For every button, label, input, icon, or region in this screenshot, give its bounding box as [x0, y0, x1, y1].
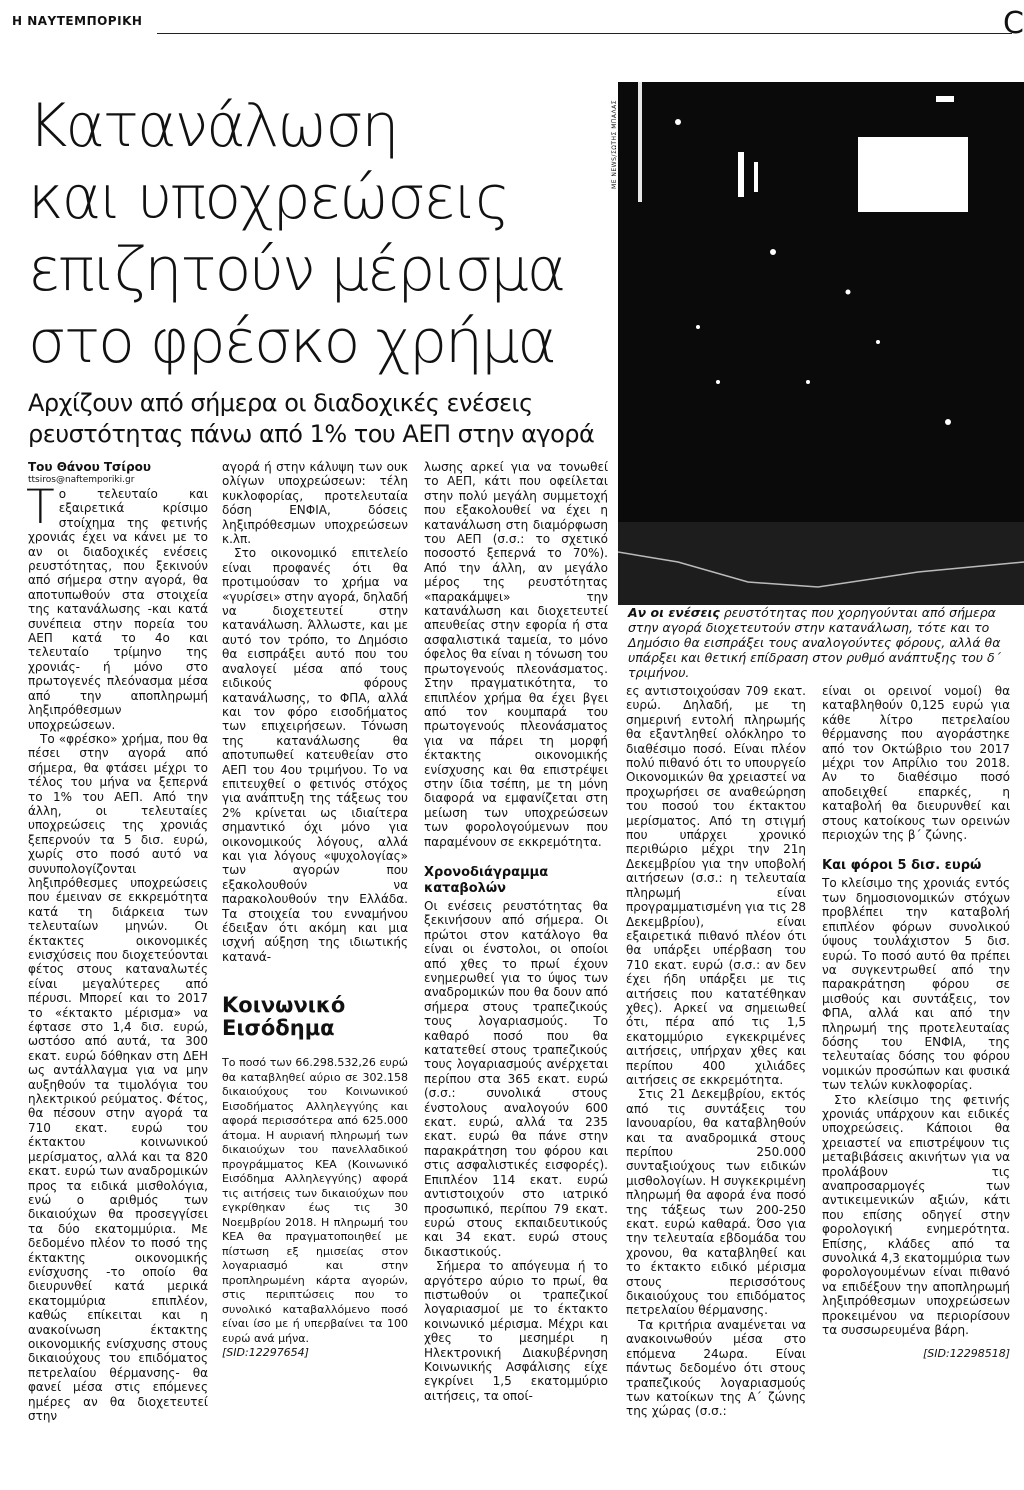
section-heading: Και φόροι 5 δισ. ευρώ [822, 858, 982, 874]
paragraph: αγορά ή στην κάλυψη των ουκ ολίγων υποχρεώσεων: τέλη κυκλοφορίας, προτελευταία δόση ΕΝΦΙΑ, δόσεις ληξιπρόθεσμων υποχρεώσεων κ.λπ. [222, 460, 408, 547]
paragraph: Οι ενέσεις ρευστότητας θα ξεκινήσουν από σήμερα. Οι πρώτοι στον κατάλογο θα είναι οι ένστολοι, οι οποίοι από χθες το πρωί έχουν ενημερωθεί για το ύψος των αναδρομικών που θα δουν από σήμερα στους τραπεζικούς τους λογαριασμούς. Το καθαρό ποσό που θα κατατεθεί στους τραπεζικούς τους λογαριασμούς ανέρχεται περίπου στα 365 εκατ. ευρώ (σ.σ.: συνολικά στους ένστολους αναλογούν 600 εκατ. ευρώ, αλλά τα 235 εκατ. ευρώ θα πάνε στην παρακράτηση του φόρου και στις ασφαλιστικές εισφορές). Επιπλέον 114 εκατ. ευρώ αντιστοιχούν στο ιατρικό προσωπικό, περίπου 79 εκατ. ευρώ στους εκπαιδευτικούς και 34 εκατ. ευρώ στους δικαστικούς. [424, 898, 608, 1259]
box-text: Το ποσό των 66.298.532,26 ευρώ θα καταβληθεί αύριο σε 302.158 δικαιούχους του Κοινωνικού Εισοδήματος Αλληλεγγύης και αφορά περισσότερα από 625.000 άτομα. Η αυριανή πληρωμή των δικαιούχων του πανελλαδικού προγράμματος ΚΕΑ (Κοινωνικό Εισόδημα Αλληλεγγύης) αφορά τις αιτήσεις των δικαιούχων που εγκρίθηκαν έως τις 30 Νοεμβρίου 2018. Η πληρωμή του ΚΕΑ θα πραγματοποιηθεί με πίστωση εξ ημισείας στον λογαριασμό και στην προπληρωμένη κάρτα αγορών, στις περιπτώσεις που το συνολικό καταβαλλόμενο ποσό είναι ίσο με ή υπερβαίνει τα 100 ευρώ ανά μήνα. [222, 1056, 408, 1345]
paragraph: Το «φρέσκο» χρήμα, που θα πέσει στην αγορά από σήμερα, θα φτάσει μέχρι το τέλος του μήνα να ξεπερνά το 1% του ΑΕΠ. Από την άλλη, οι τελευταίες υποχρεώσεις της χρονιάς ξεπερνούν τα 5 δισ. ευρώ, χωρίς στο ποσό αυτό να συνυπολογίζονται ληξιπρόθεσμες υποχρεώσεις που έμειναν σε εκκρεμότητα κατά τη διάρκεια των τελευταίων μηνών. Οι έκτακτες οικονομικές ενισχύσεις που διοχετεύονται φέτος στους καταναλωτές είναι μεγαλύτερες από πέρυσι. Μπορεί και το 2017 το «έκτακτο μέρισμα» να έφτασε στο 1,4 δισ. ευρώ, ωστόσο από αυτά, τα 300 εκατ. ευρώ δόθηκαν στη ΔΕΗ ως αντάλλαγμα για να μην αυξηθούν τα τιμολόγια του ηλεκτρικού ρεύματος. Φέτος, θα πέσουν στην αγορά τα 710 εκατ. ευρώ του έκτακτου κοινωνικού μερίσματος, αλλά και τα 820 εκατ. ευρώ των αναδρομικών προς τα ειδικά μισθολόγια, ενώ ο αριθμός των δικαιούχων θα προσεγγίσει τα δύο εκατομμύρια. Με δεδομένο πλέον το ποσό της έκτακτης οικονομικής ενίσχυσης -το οποίο θα διευρυνθεί κατά μερικά εκατομμύρια επιπλέον, καθώς επίκειται και η ανακοίνωση έκτακτης οικονομικής ενίσχυσης στους δικαιούχους του επιδόματος πετρελαίου θέρμανσης- θα φανεί μέσα στις επόμενες ημέρες αν θα διοχετευτεί στην [28, 731, 208, 1423]
caption-text: ρευστότητας που χορηγούνται από σήμερα στην αγορά διοχετευτούν στην κατανάλωση, τότε και το Δημόσιο θα εισπράξει τους αναλογούντες φόρους, αλλά θα υπάρξει και θετική επίδραση στον ρυθμό ανάπτυξης του δ΄ τριμήνου. [628, 605, 1001, 680]
article-column-1 [28, 460, 208, 1423]
paragraph: λωσης αρκεί για να τονωθεί το ΑΕΠ, κάτι που οφείλεται στην πολύ μεγάλη συμμετοχή που εξακολουθεί να έχει η κατανάλωση στη διαμόρφωση του ΑΕΠ (σ.σ.: το σχετικό ποσοστό ξεπερνά το 70%). Από την άλλη, αν μεγάλο μέρος της ρευστότητας «παρακάμψει» την κατανάλωση και διοχετευτεί απευθείας στην εφορία ή στα ασφαλιστικά ταμεία, το μόνο όφελος θα είναι η τόνωση του πρωτογενούς πλεονάσματος. Στην πραγματικότητα, το επιπλέον χρήμα θα έχει βγει από τον κουμπαρά του πρωτογενούς πλεονάσματος για να πάρει τη μορφή έκτακτης οικονομικής ενίσχυσης και θα επιστρέψει στην ίδια τσέπη, με τη μόνη διαφορά να εμφανίζεται στη μείωση των υποχρεώσεων των φορολογούμενων που παραμένουν σε εκκρεμότητα. [424, 460, 608, 849]
photo-caption [628, 605, 1018, 680]
article-column-3 [424, 460, 608, 1403]
article-subtitle [28, 388, 608, 450]
caption-lead: Αν οι ενέσεις [628, 605, 720, 620]
lead-paragraph: Το τελευταίο και εξαιρετικά κρίσιμο στοίχημα της φετινής χρονιάς έχει να κάνει με το αν οι διαδοχικές ενέσεις ρευστότητας, που ξεκινούν από σήμερα στην αγορά, θα αποτυπωθούν στα στοιχεία της κατανάλωσης -και κατά συνέπεια στην πορεία του ΑΕΠ κατά το 4ο και τελευταίο τρίμηνο της χρονιάς- ή μόνο στο πρωτογενές πλεόνασμα μέσα από την αποπληρωμή ληξιπρόθεσμων υποχρεώσεων. [26, 480, 208, 732]
paragraph: είναι οι ορεινοί νομοί) θα καταβληθούν 0,125 ευρώ για κάθε λίτρο πετρελαίου θέρμανσης που αγοράστηκε από τον Οκτώβριο του 2017 μέχρι τον Απρίλιο του 2018. Αν το διαθέσιμο ποσό αποδειχθεί επαρκές, η καταβολή θα διευρυνθεί και στους κατοίκους των ορεινών περιοχών της β΄ ζώνης. [822, 684, 1010, 843]
subtitle-line: ρευστότητας πάνω από 1% του ΑΕΠ στην αγορά [28, 420, 595, 448]
paragraph: Τα κριτήρια αναμένεται να ανακοινωθούν μέσα στο επόμενα 24ωρα. Είναι πάντως δεδομένο ότι στους τραπεζικούς λογαριασμούς των κατοίκων της Α΄ ζώνης της χώρας (σ.σ.: [626, 1317, 806, 1419]
paragraph: Το κλείσιμο της χρονιάς εντός των δημοσιονομικών στόχων προβλέπει την καταβολή επιπλέον φόρων συνολικού ύψους τουλάχιστον 5 δισ. ευρώ. Το ποσό αυτό θα πρέπει να συγκεντρωθεί από την παρακράτηση φόρου σε μισθούς και συντάξεις, τον ΦΠΑ, αλλά και από την πληρωμή της προτελευταίας δόσης του ΕΝΦΙΑ, της τελευταίας δόσης του φόρου νομικών προσώπων και φυσικά των τελών κυκλοφορίας. [822, 876, 1010, 1093]
page-header [12, 6, 1024, 41]
box-sid: [SID:12297654] [222, 1346, 309, 1360]
page-letter: C [1003, 6, 1024, 41]
subtitle-line: Αρχίζουν από σήμερα οι διαδοχικές ενέσεις [28, 389, 533, 417]
paragraph: Στο οικονομικό επιτελείο είναι προφανές ότι θα προτιμούσαν το χρήμα να «γυρίσει» στην αγορά, δηλαδή να διοχετευτεί στην κατανάλωση. Άλλωστε, και με αυτό τον τρόπο, το Δημόσιο θα εισπράξει αυτό που του αναλογεί μέσα από τους ειδικούς φόρους κατανάλωσης, το ΦΠΑ, αλλά και τον φόρο εισοδήματος των επιχειρήσεων. Τόνωση της κατανάλωσης θα αποτυπωθεί κατευθείαν στο ΑΕΠ του 4ου τριμήνου. Το να επιτευχθεί ο φετινός στόχος για ανάπτυξη της τάξεως του 2% κρίνεται ως ιδιαίτερα σημαντικό όχι μόνο για οικονομικούς λόγους, αλλά και για λόγους «ψυχολογίας» των αγορών που εξακολουθούν να παρακολουθούν την Ελλάδα. Τα στοιχεία του ενναμήνου έδειξαν ότι ακόμη και μια ισχνή αύξηση της ιδιωτικής κατανά- [222, 546, 408, 964]
paragraph: Στις 21 Δεκεμβρίου, εκτός από τις συντάξεις του Ιανουαρίου, θα καταβληθούν και τα αναδρομικά στους περίπου 250.000 συνταξιούχους των ειδικών μισθολογίων. Η συγκεκριμένη πληρωμή θα αφορά ένα ποσό της τάξεως των 200-250 εκατ. ευρώ καθαρά. Όσο για την τελευταία εβδομάδα του χρονου, θα καταβληθεί και το έκτακτο ειδικό μέρισμα στους περισσότους δικαιούχους του επιδόματος πετρελαίου θέρμανσης. [626, 1087, 806, 1318]
paragraph: ες αντιστοιχούσαν 709 εκατ. ευρώ. Δηλαδή, με τη σημερινή εντολή πληρωμής θα εξαντληθεί ολόκληρο το διαθέσιμο ποσό. Είναι πλέον πολύ πιθανό ότι το υπουργείο Οικονομικών θα χρειαστεί να προχωρήσει σε αναθεώρηση του ποσού του έκτακτου μερίσματος. Από τη στιγμή που υπάρχει χρονικό περιθώριο μέχρι την 21η Δεκεμβρίου για την υποβολή αιτήσεων (σ.σ.: η τελευταία πληρωμή είναι προγραμματισμένη για τις 28 Δεκεμβρίου), είναι εξαιρετικά πιθανό πλέον ότι θα υπάρξει υπέρβαση του 710 εκατ. ευρώ (σ.σ.: αν δεν έχει ήδη υπάρξει με τις αιτήσεις που κατατέθηκαν χθες). Αρκεί να σημειωθεί ότι, πέρα από τις 1,5 εκατομμύριο εγκεκριμένες αιτήσεις, υπήρχαν χθες και περίπου 400 χιλιάδες αιτήσεις σε εκκρεμότητα. [626, 684, 806, 1087]
header-rule [157, 33, 1012, 34]
section-heading: Χρονοδιάγραμμα καταβολών [424, 864, 549, 896]
article-title [28, 90, 608, 378]
info-box [222, 994, 408, 1361]
photo-credit: ΜΕ NEWS/ΣΩΤΗΣ ΜΠΑΛΑΣ [611, 100, 618, 189]
newspaper-name: Η ΝΑΥΤΕΜΠΟΡΙΚΗ [12, 14, 143, 28]
title-line: και υποχρεώσεις [28, 163, 509, 233]
title-line: Κατανάλωση [28, 91, 398, 161]
article-photo [618, 82, 1024, 605]
article-column-2 [222, 460, 408, 1361]
article-column-4 [626, 684, 806, 1419]
title-line: επιζητούν μέρισμα [28, 235, 565, 305]
box-title: Κοινωνικό Εισόδημα [222, 993, 346, 1041]
title-line: στο φρέσκο χρήμα [28, 307, 555, 377]
paragraph: Στο κλείσιμο της φετινής χρονιάς υπάρχουν και ειδικές υποχρεώσεις. Κάποιοι θα χρειαστεί να επιστρέψουν τις μεταβιβάσεις ακινήτων για να προλάβουν τις αναπροσαρμογές των αντικειμενικών αξιών, κάτι που επίσης οδηγεί στην φορολογική ενημερότητα. Επίσης, κλάδες από τα συνολικά 4,3 εκατομμύρια των φορολογουμένων είναι πιθανό να επιδέξουν την αποπληρωμή ληξιπρόθεσμων υποχρεώσεων προκειμένου να περιορίσουν τα συσσωρευμένα βάρη. [822, 1092, 1010, 1338]
article-sid: [SID:12298518] [923, 1347, 1010, 1361]
dropcap: Τ [26, 480, 55, 535]
author-email: ttsiros@naftemporiki.gr [28, 475, 135, 485]
article-column-5 [822, 684, 1010, 1362]
author-name: Του Θάνου Τσίρου [28, 460, 151, 474]
paragraph: Σήμερα το απόγευμα ή το αργότερο αύριο το πρωί, θα πιστωθούν οι τραπεζικοί λογαριασμοί με το έκτακτο κοινωνικό μέρισμα. Μέχρι και χθες το μεσημέρι η Ηλεκτρονική Διακυβέρνηση Κοινωνικής Ασφάλισης είχε εγκρίνει 1,5 εκατομμύριο αιτήσεις, τα οποί- [424, 1259, 608, 1403]
